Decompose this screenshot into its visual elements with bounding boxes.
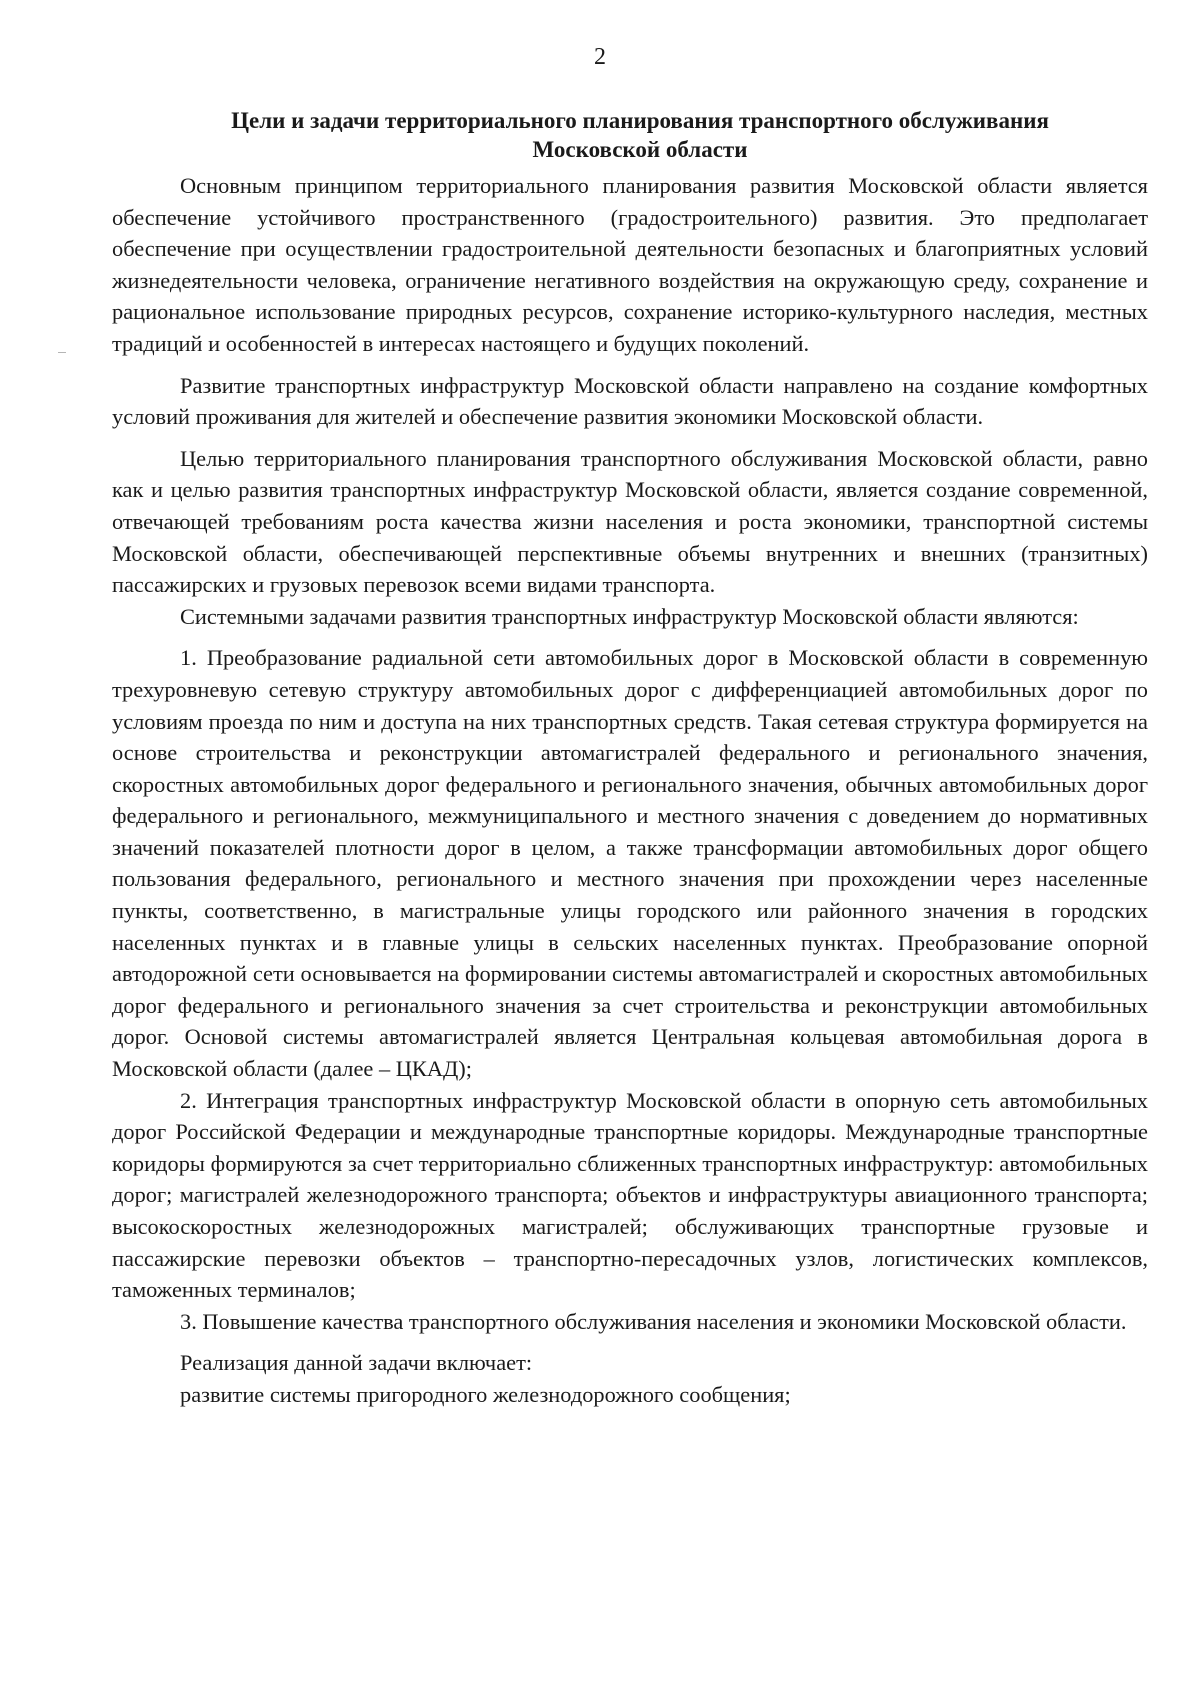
paragraph-implementation: Реализация данной задачи включает:: [180, 1350, 533, 1376]
body-text: [112, 170, 1148, 1411]
section-title-line-1: Цели и задачи территориального планирования транспортного обслуживания: [231, 108, 1049, 133]
task-item-2: 2. Интеграция транспортных инфраструктур Московской области в опорную сеть автомобильных дорог Российской Федерации и международные транспортные коридоры. Международные транспортные коридоры формируются за счет территориально сближенных транспортных инфраструктур: автомобильных дорог; магистралей железнодорожного транспорта; объектов и инфраструктуры авиационного транспорта; высокоскоростных железнодорожных магистралей; обслуживающих транспортные грузовые и пассажирские перевозки объектов – транспортно-пересадочных узлов, логистических комплексов, таможенных терминалов;: [112, 1087, 1148, 1303]
paragraph-goal: Целью территориального планирования транспортного обслуживания Московской области, равно как и целью развития транспортных инфраструктур Московской области, является создание современной, отвечающей требованиям роста качества жизни населения и роста экономики, транспортной системы Московской области, обеспечивающей перспективные объемы внутренних и внешних (транзитных) пассажирских и грузовых перевозок всеми видами транспорта.: [112, 445, 1148, 598]
paragraph-system-tasks: Системными задачами развития транспортных инфраструктур Московской области являются:: [180, 603, 1079, 629]
paragraph-principle: Основным принципом территориального планирования развития Московской области является обеспечение устойчивого пространственного (градостроительного) развития. Это предполагает обеспечение при осуществлении градостроительной деятельности безопасных и благоприятных условий жизнедеятельности человека, ограничение негативного воздействия на окружающую среду, сохранение и рациональное использование природных ресурсов, сохранение историко-культурного наследия, местных традиций и особенностей в интересах настоящего и будущих поколений.: [112, 173, 1148, 356]
page-number: 2: [594, 44, 606, 70]
paragraph-development: Развитие транспортных инфраструктур Московской области направлено на создание комфортных условий проживания для жителей и обеспечение развития экономики Московской области.: [112, 372, 1148, 430]
task-item-1: 1. Преобразование радиальной сети автомобильных дорог в Московской области в современную трехуровневую сетевую структуру автомобильных дорог с дифференциацией автомобильных дорог по условиям проезда по ним и доступа на них транспортных средств. Такая сетевая структура формируется на основе строительства и реконструкции автомагистралей федерального и регионального значения, скоростных автомобильных дорог федерального и регионального значения, обычных автомобильных дорог федерального и регионального, межмуниципального и местного значения с доведением до нормативных значений показателей плотности дорог в целом, а также трансформации автомобильных дорог общего пользования федерального, регионального и местного значения при прохождении через населенные пункты, соответственно, в магистральные улицы городского или районного значения в городских населенных пунктах и в главные улицы в сельских населенных пунктах. Преобразование опорной автодорожной сети основывается на формировании системы автомагистралей и скоростных автомобильных дорог федерального и регионального значения за счет строительства и реконструкции автомобильных дорог. Основой системы автомагистралей является Центральная кольцевая автомобильная дорога в Московской области (далее – ЦКАД);: [112, 645, 1148, 1082]
task-item-3: 3. Повышение качества транспортного обслуживания населения и экономики Московской области.: [180, 1308, 1127, 1334]
section-title: [150, 106, 1130, 164]
paragraph-suburban-rail: развитие системы пригородного железнодорожного сообщения;: [180, 1381, 791, 1407]
margin-mark: [58, 352, 66, 353]
section-title-line-2: Московской области: [532, 137, 748, 162]
